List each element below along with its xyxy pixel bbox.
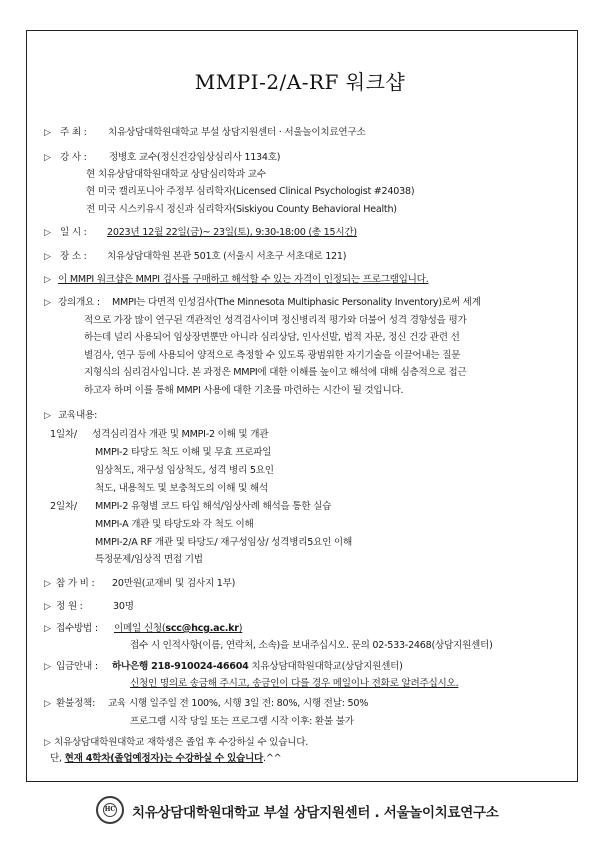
refund-label: 환불정책: xyxy=(56,698,96,709)
fee-value: 20만원(교재비 및 검사지 1부) xyxy=(112,578,236,589)
bullet-icon: ▷ xyxy=(44,128,51,138)
overview-line: 별검사, 연구 등에 사용되어 양적으로 측정할 수 있도록 광범위한 자기기술을 이끌어내는 질문 xyxy=(84,350,461,361)
overview-line: 적으로 가장 많이 연구된 객관적인 성격검사이며 정신병리적 평가와 더불어 성격 경향성을 평가 xyxy=(84,315,467,326)
capacity-label: 정 원 : xyxy=(56,601,83,612)
day1-item: 성격심리검사 개관 및 MMPI-2 이해 및 개관 xyxy=(92,429,269,440)
bullet-icon: ▷ xyxy=(44,228,51,238)
qualification-notice: 이 MMPI 워크샵은 MMPI 검사를 구매하고 해석할 수 있는 자격이 인정되는 프로그램입니다. xyxy=(58,274,429,285)
refund-policy: 교육 시행 일주일 전 100%, 시행 3일 전: 80%, 시행 전날: 50% xyxy=(108,698,369,709)
day2-item: MMPI-2/A RF 개관 및 타당도/ 재구성임상/ 성격병리5요인 이해 xyxy=(95,537,352,548)
bullet-icon: ▷ xyxy=(44,252,51,262)
lecturer-line: 정병호 교수(정신건강임상심리사 1134호) xyxy=(109,152,281,163)
bullet-icon: ▷ xyxy=(44,579,51,589)
day1-label: 1일차/ xyxy=(50,429,77,440)
day1-item: 척도, 내용척도 및 보충척도의 이해 및 해석 xyxy=(95,483,268,494)
bullet-icon: ▷ xyxy=(44,662,51,672)
day2-item: MMPI-A 개관 및 타당도와 각 척도 이해 xyxy=(95,519,254,530)
place-value: 치유상담대학원 본관 501호 (서울시 서초구 서초대로 121) xyxy=(107,251,347,262)
student-exception: 단, 현재 4학차(졸업예정자)는 수강하실 수 있습니다.^^ xyxy=(50,753,282,764)
lecturer-line: 현 미국 캘리포니아 주정부 심리학자(Licensed Clinical Psychologist #24038) xyxy=(86,186,415,197)
day1-item: MMPI-2 타당도 척도 이해 및 무효 프로파일 xyxy=(95,447,272,458)
curriculum-label: 교육내용: xyxy=(58,410,98,421)
place-label: 장 소 : xyxy=(60,251,87,262)
capacity-value: 30명 xyxy=(113,601,134,612)
document-title: MMPI-2/A-RF 워크샵 xyxy=(194,70,406,94)
contact-email-link[interactable]: scc@hcg.ac.kr xyxy=(165,623,239,634)
overview-label: 강의개요 : xyxy=(58,297,100,308)
overview-line: 지형식의 심리검사입니다. 본 과정은 MMPI에 대한 이해를 높이고 해석에 대해 심층적으로 접근 xyxy=(84,367,467,378)
lecturer-line: 전 미국 시스키유시 정신과 심리학자(Siskiyou County Behavioral Health) xyxy=(86,204,397,215)
seal-emblem: HC xyxy=(103,803,117,817)
fee-label: 참 가 비 : xyxy=(56,578,95,589)
university-seal-icon xyxy=(96,796,124,824)
overview-line: 하는데 널리 사용되어 임상장면뿐만 아니라 심리상담, 인사선발, 법적 자문, 정신 건강 관련 선 xyxy=(84,332,460,343)
bullet-icon: ▷ xyxy=(44,153,51,163)
host-label: 주 최 : xyxy=(60,127,87,138)
date-value: 2023년 12월 22일(금)~ 23일(토), 9:30-18:00 (총 15시간) xyxy=(107,227,357,238)
footer xyxy=(96,796,556,826)
bullet-icon: ▷ xyxy=(44,738,51,748)
apply-details: 접수 시 인적사항(이름, 연락처, 소속)을 보내주십시오. 문의 02-533-2468(상담지원센터) xyxy=(130,640,493,651)
overview-line: MMPI는 다면적 인성검사(The Minnesota Multiphasic Personality Inventory)로써 세계 xyxy=(112,297,481,308)
bullet-icon: ▷ xyxy=(44,699,51,709)
lecturer-label: 강 사 : xyxy=(60,152,87,163)
bullet-icon: ▷ xyxy=(44,411,51,421)
bullet-icon: ▷ xyxy=(44,602,51,612)
bullet-icon: ▷ xyxy=(44,275,51,285)
footer-organization: 치유상담대학원대학교 부설 상담지원센터 . 서울놀이치료연구소 xyxy=(132,805,499,821)
bullet-icon: ▷ xyxy=(44,298,51,308)
payment-account: 하나은행 218-910024-46604 치유상담대학원대학교(상담지원센터) xyxy=(112,661,403,672)
refund-policy: 프로그램 시작 당일 또는 프로그램 시작 이후: 환불 불가 xyxy=(130,716,354,727)
day2-item: 특정문제/임상적 면접 기법 xyxy=(95,554,203,565)
apply-method: 이메일 신청(scc@hcg.ac.kr) xyxy=(114,623,243,634)
apply-label: 접수방법 : xyxy=(56,623,98,634)
overview-line: 하고자 하며 이를 통해 MMPI 사용에 대한 기초를 마련하는 시간이 될 것입니다. xyxy=(84,385,404,396)
date-label: 일 시 : xyxy=(60,227,87,238)
day1-item: 임상척도, 재구성 임상척도, 성격 병리 5요인 xyxy=(95,465,274,476)
lecturer-line: 현 치유상담대학원대학교 상담심리학과 교수 xyxy=(86,169,266,180)
day2-item: MMPI-2 유형별 코드 타입 해석/임상사례 해석을 통한 실습 xyxy=(95,501,332,512)
payment-label: 입금안내 : xyxy=(56,661,98,672)
day2-label: 2일차/ xyxy=(50,501,77,512)
bullet-icon: ▷ xyxy=(44,624,51,634)
student-note: 치유상담대학원대학교 재학생은 졸업 후 수강하실 수 있습니다. xyxy=(54,737,309,748)
payment-note: 신청인 명의로 송금해 주시고, 송금인이 다를 경우 메일이나 전화로 알려주십시오. xyxy=(130,678,459,689)
host-value: 치유상담대학원대학교 부설 상담지원센터 · 서울놀이치료연구소 xyxy=(108,127,366,138)
